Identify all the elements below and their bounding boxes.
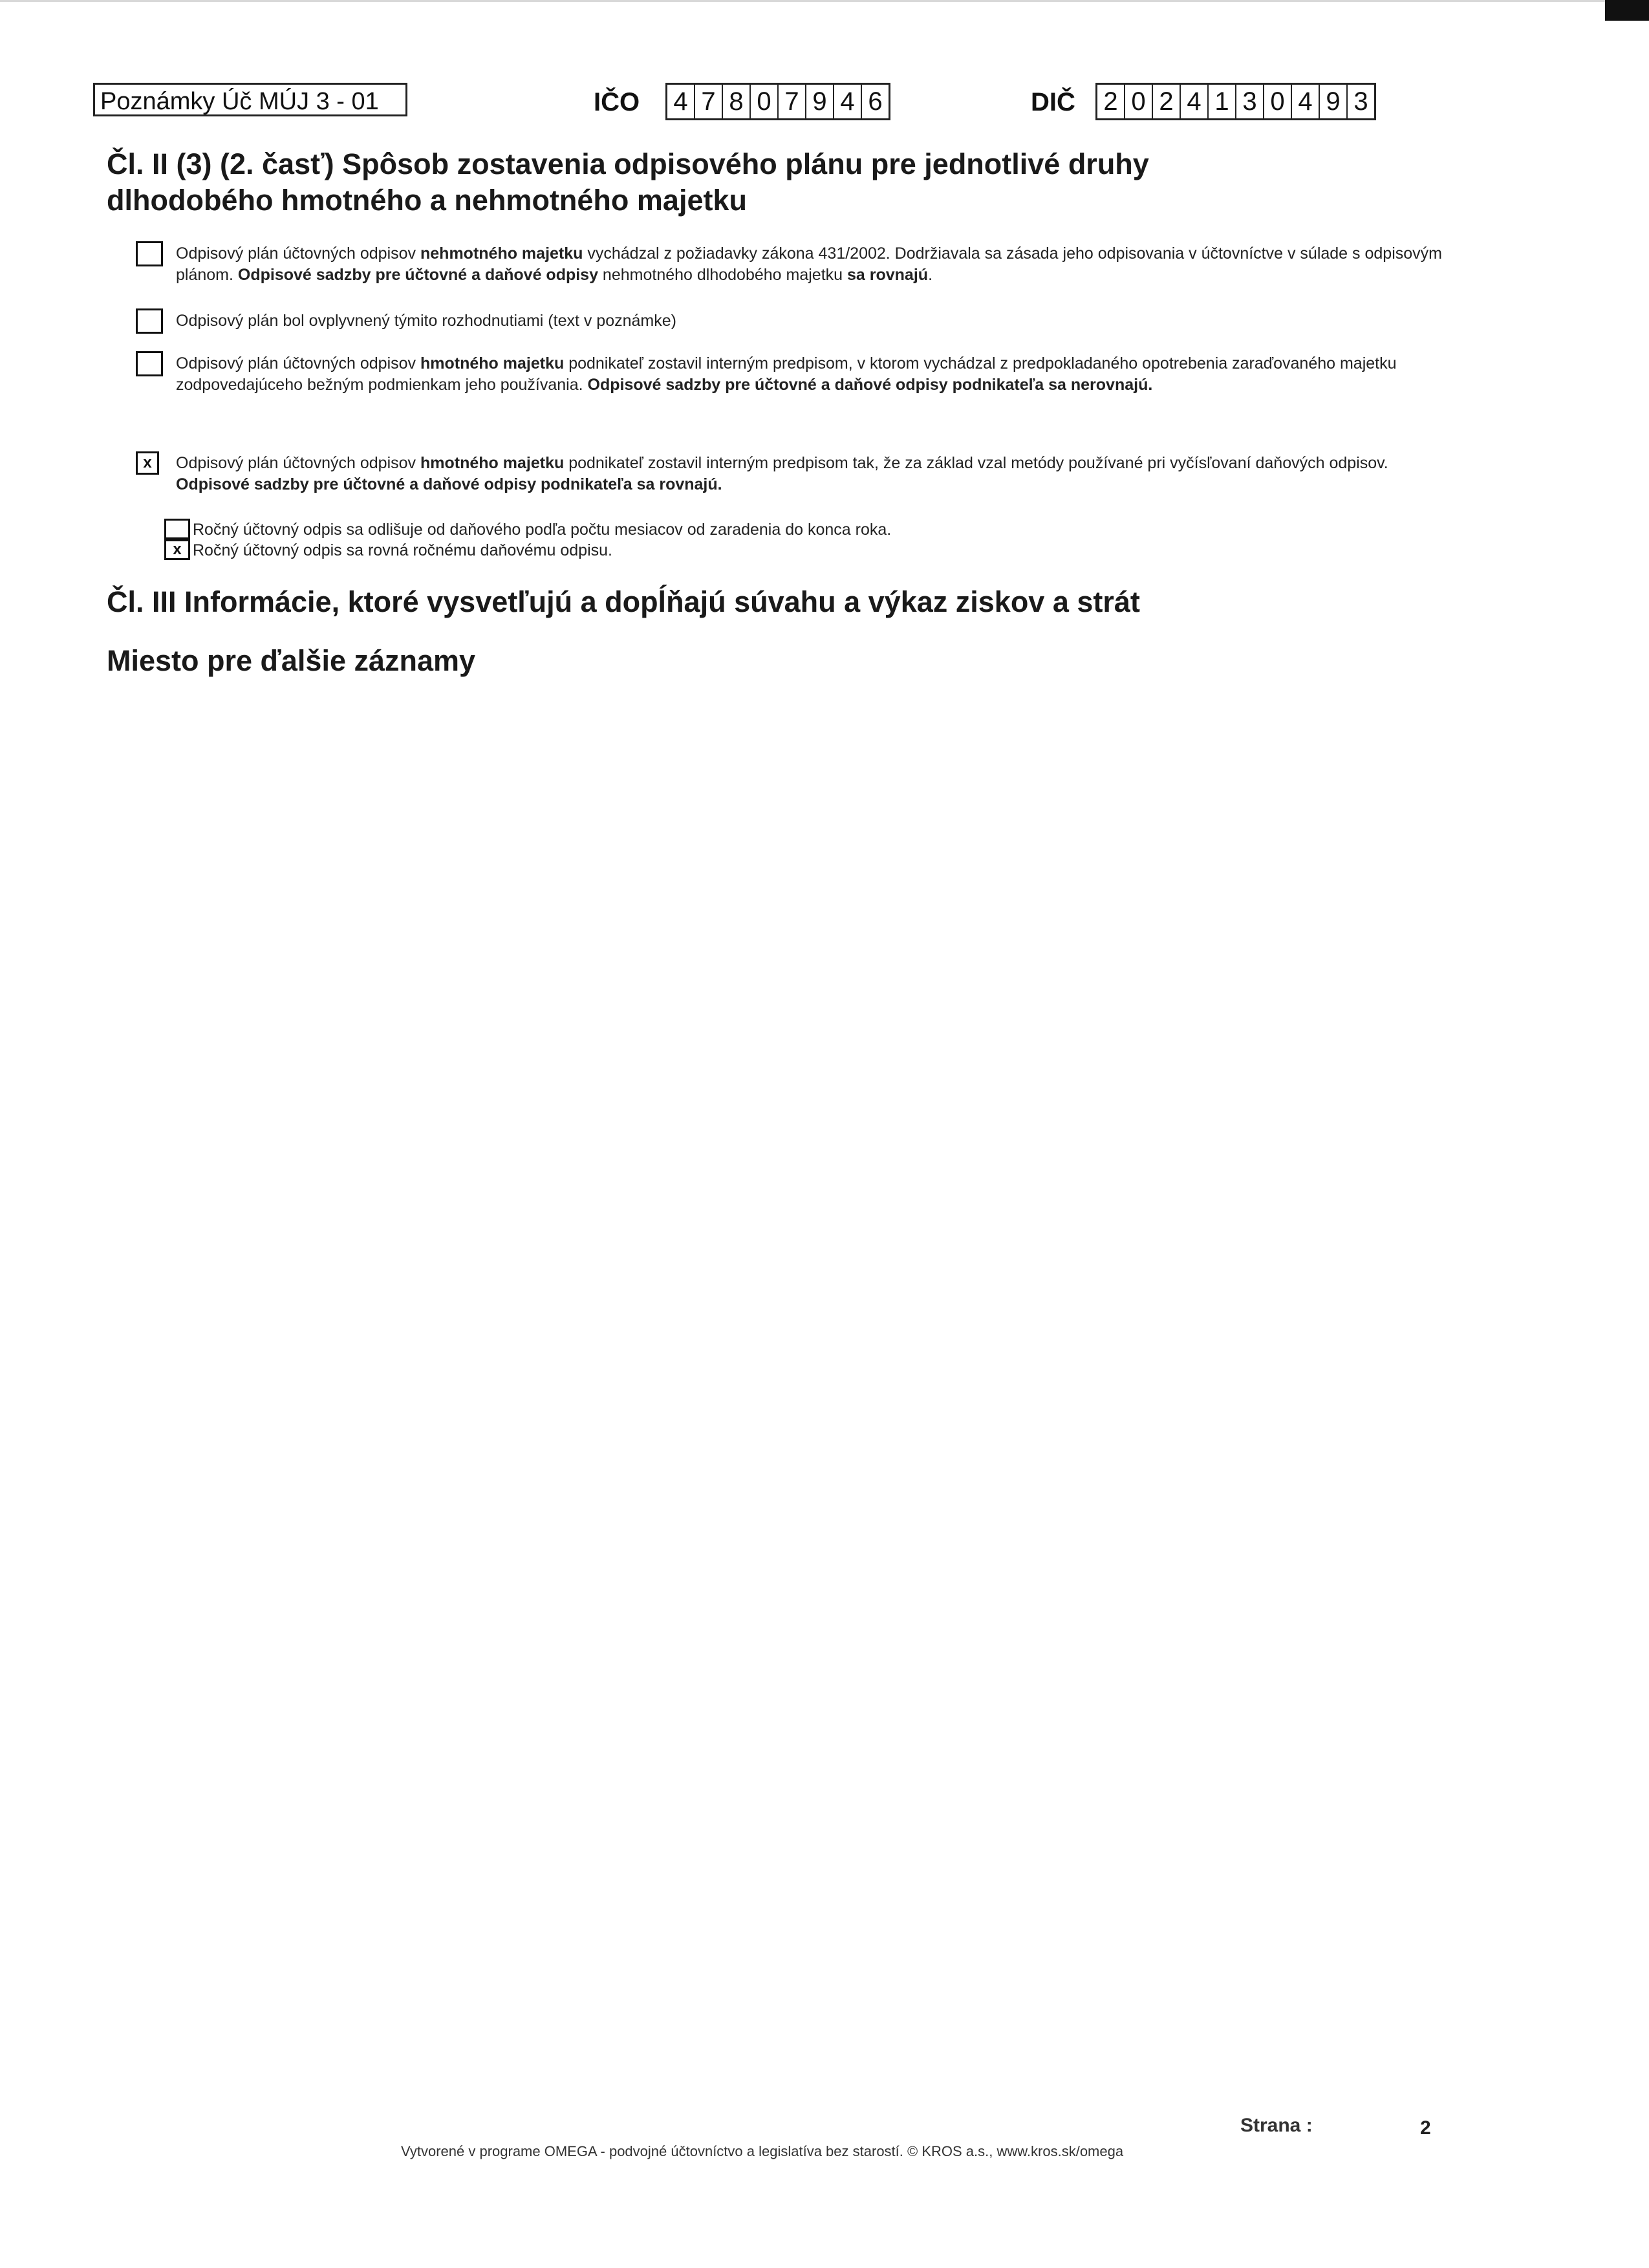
ico-digit: 0	[749, 85, 777, 118]
scan-corner-mark	[1605, 0, 1649, 21]
ico-digit: 8	[722, 85, 749, 118]
checkbox-item-4[interactable]: x	[136, 451, 159, 475]
dic-digit: 4	[1180, 85, 1207, 118]
ico-digits	[665, 83, 890, 120]
scan-top-edge	[0, 0, 1605, 2]
notes-title: Miesto pre ďalšie záznamy	[107, 644, 476, 677]
subitem-1-text: Ročný účtovný odpis sa odlišuje od daňového podľa počtu mesiacov od zaradenia do konca roka.	[193, 521, 892, 539]
item-1-text: Odpisový plán účtovných odpisov nehmotného majetku vychádzal z požiadavky zákona 431/2002. Dodržiavala sa zásada jeho odpisovania v účtovníctve v súlade s odpisovým plánom. Odpisové sadzby pre účtovné a daňové odpisy nehmotného dlhodobého majetku sa rovnajú.	[176, 244, 1442, 284]
dic-label: DIČ	[1031, 88, 1075, 116]
item-2-text: Odpisový plán bol ovplyvnený týmito rozhodnutiami (text v poznámke)	[176, 312, 676, 330]
form-id: Poznámky Úč MÚJ 3 - 01	[93, 83, 407, 116]
ico-digit: 7	[777, 85, 805, 118]
ico-digit: 7	[694, 85, 722, 118]
section2-title-line2: dlhodobého hmotného a nehmotného majetku	[107, 184, 747, 217]
dic-digit: 1	[1207, 85, 1235, 118]
ico-digit: 9	[805, 85, 833, 118]
item-4-text: Odpisový plán účtovných odpisov hmotného majetku podnikateľ zostavil interným predpisom tak, že za základ vzal metódy používané pri vyčísľovaní daňových odpisov. Odpisové sadzby pre účtovné a daňové odpisy podnikateľa sa rovnajú.	[176, 454, 1388, 493]
item-3-text: Odpisový plán účtovných odpisov hmotného majetku podnikateľ zostavil interným predpisom, v ktorom vychádzal z predpokladaného opotrebenia zaraďovaného majetku zodpovedajúceho bežným podmienkam jeho používania. Odpisové sadzby pre účtovné a daňové odpisy podnikateľa sa nerovnajú.	[176, 354, 1397, 394]
section3-title: Čl. III Informácie, ktoré vysvetľujú a dopĺňajú súvahu a výkaz ziskov a strát	[107, 585, 1140, 618]
dic-digit: 4	[1291, 85, 1319, 118]
dic-digit: 0	[1263, 85, 1291, 118]
dic-digit: 3	[1235, 85, 1263, 118]
subitem-2-text: Ročný účtovný odpis sa rovná ročnému daňovému odpisu.	[193, 541, 612, 559]
checkbox-item-1[interactable]	[136, 241, 163, 266]
checkbox-subitem-2[interactable]: x	[164, 539, 190, 560]
ico-digit: 6	[861, 85, 889, 118]
ico-label: IČO	[594, 88, 640, 116]
dic-digit: 3	[1346, 85, 1374, 118]
dic-digit: 2	[1103, 87, 1118, 116]
checkbox-subitem-1[interactable]	[164, 519, 190, 539]
dic-digit: 0	[1124, 85, 1152, 118]
page-label: Strana :	[1240, 2115, 1313, 2136]
page-number: 2	[1420, 2117, 1431, 2139]
ico-digit: 4	[833, 85, 861, 118]
dic-digit: 2	[1152, 85, 1180, 118]
checkbox-item-2[interactable]	[136, 308, 163, 334]
checkbox-item-3[interactable]	[136, 351, 163, 376]
dic-digits	[1095, 83, 1376, 120]
ico-digit: 4	[673, 87, 688, 116]
dic-digit: 9	[1319, 85, 1346, 118]
section2-title-line1: Čl. II (3) (2. časť) Spôsob zostavenia odpisového plánu pre jednotlivé druhy	[107, 147, 1149, 180]
footer-created-with: Vytvorené v programe OMEGA - podvojné účtovníctvo a legislatíva bez starostí. © KROS a.s., www.kros.sk/omega	[401, 2143, 1124, 2159]
